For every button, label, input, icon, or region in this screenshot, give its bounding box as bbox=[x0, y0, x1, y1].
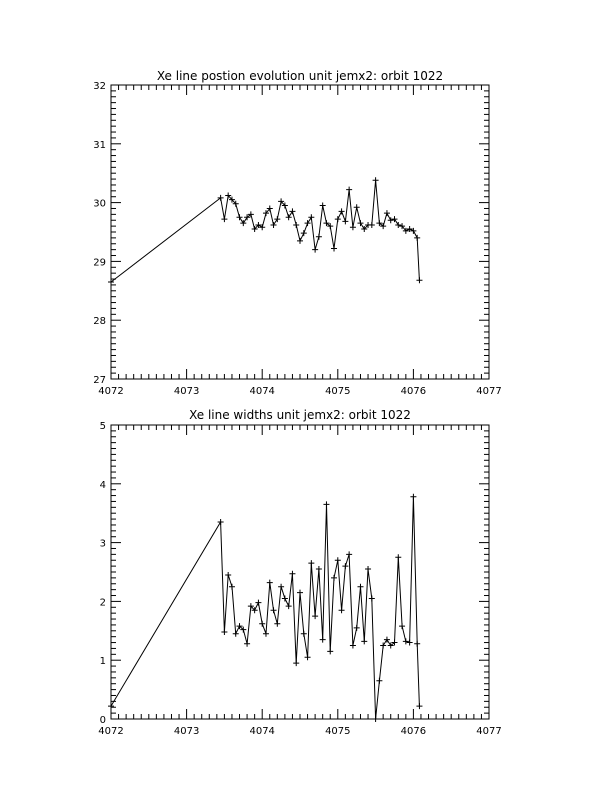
position-data-point bbox=[416, 277, 422, 283]
position-data-point bbox=[395, 222, 401, 228]
width-plot-title: Xe line widths unit jemx2: orbit 1022 bbox=[189, 408, 411, 422]
width-y-tick-label: 2 bbox=[99, 597, 106, 609]
position-data-point bbox=[274, 216, 280, 222]
width-plot-frame bbox=[111, 425, 489, 719]
width-y-tick-label: 3 bbox=[99, 538, 106, 550]
position-data-point bbox=[350, 224, 356, 230]
position-plot-panel bbox=[93, 69, 501, 397]
width-data-point bbox=[339, 607, 345, 613]
width-y-tick-label: 1 bbox=[99, 656, 106, 668]
width-data-point bbox=[274, 621, 280, 627]
position-data-point bbox=[293, 222, 299, 228]
position-x-tick-label: 4073 bbox=[173, 386, 200, 397]
position-plot-title: Xe line postion evolution unit jemx2: orbit 1022 bbox=[156, 69, 444, 83]
width-data-point bbox=[301, 631, 307, 637]
position-x-tick-label: 4077 bbox=[476, 386, 502, 397]
width-data-point bbox=[255, 600, 261, 606]
width-data-point bbox=[365, 566, 371, 572]
width-data-point bbox=[357, 584, 363, 590]
width-data-point bbox=[233, 631, 239, 637]
width-data-point bbox=[297, 590, 303, 596]
position-x-tick-label: 4076 bbox=[400, 386, 427, 397]
position-data-point bbox=[312, 247, 318, 253]
width-data-point bbox=[221, 629, 227, 635]
width-data-point bbox=[346, 551, 352, 557]
position-data-point bbox=[388, 217, 394, 223]
position-data-point bbox=[335, 216, 341, 222]
position-data-point bbox=[392, 216, 398, 222]
width-x-tick-label: 4075 bbox=[325, 726, 351, 737]
position-data-point bbox=[373, 177, 379, 183]
width-data-point bbox=[316, 566, 322, 572]
width-data-point bbox=[335, 557, 341, 563]
width-data-point bbox=[108, 703, 114, 709]
width-data-point bbox=[331, 575, 337, 581]
position-series-line bbox=[111, 180, 419, 282]
position-data-point bbox=[339, 208, 345, 214]
position-x-tick-label: 4074 bbox=[249, 386, 275, 397]
position-data-point bbox=[289, 208, 295, 214]
width-data-point bbox=[225, 572, 231, 578]
width-data-point bbox=[395, 554, 401, 560]
width-data-point bbox=[282, 595, 288, 601]
width-series-line bbox=[111, 497, 419, 719]
position-data-point bbox=[286, 214, 292, 220]
position-x-tick-label: 4072 bbox=[98, 386, 124, 397]
width-data-point bbox=[354, 625, 360, 631]
width-data-point bbox=[286, 603, 292, 609]
position-data-point bbox=[369, 222, 375, 228]
width-data-point bbox=[373, 716, 379, 722]
position-y-tick-label: 32 bbox=[93, 81, 106, 92]
width-data-point bbox=[361, 638, 367, 644]
width-data-point bbox=[384, 637, 390, 643]
width-data-point bbox=[342, 563, 348, 569]
width-data-point bbox=[289, 571, 295, 577]
position-y-tick-label: 30 bbox=[93, 198, 106, 210]
position-y-tick-label: 31 bbox=[93, 139, 106, 151]
width-x-tick-label: 4074 bbox=[249, 726, 275, 737]
width-data-point bbox=[218, 519, 224, 525]
width-data-point bbox=[244, 641, 250, 647]
width-data-point bbox=[293, 660, 299, 666]
position-data-point bbox=[354, 204, 360, 210]
width-data-point bbox=[312, 613, 318, 619]
width-data-point bbox=[416, 703, 422, 709]
width-x-tick-label: 4076 bbox=[400, 726, 427, 737]
position-y-tick-label: 27 bbox=[93, 375, 106, 386]
position-data-point bbox=[237, 214, 243, 220]
width-data-point bbox=[278, 584, 284, 590]
position-data-point bbox=[240, 220, 246, 226]
position-data-point bbox=[331, 245, 337, 251]
width-data-point bbox=[267, 580, 273, 586]
position-data-point bbox=[342, 218, 348, 224]
width-data-point bbox=[229, 584, 235, 590]
width-data-point bbox=[323, 501, 329, 507]
position-data-point bbox=[305, 220, 311, 226]
width-data-point bbox=[414, 641, 420, 647]
width-y-tick-label: 4 bbox=[99, 479, 106, 491]
width-y-tick-label: 5 bbox=[99, 421, 106, 432]
width-x-tick-label: 4077 bbox=[476, 726, 502, 737]
width-data-point bbox=[380, 643, 386, 649]
width-y-tick-label: 0 bbox=[99, 715, 106, 726]
width-x-tick-label: 4072 bbox=[98, 726, 124, 737]
width-data-point bbox=[369, 595, 375, 601]
width-data-point bbox=[403, 638, 409, 644]
width-data-point bbox=[320, 637, 326, 643]
width-data-point bbox=[410, 494, 416, 500]
position-data-point bbox=[221, 216, 227, 222]
position-data-point bbox=[308, 214, 314, 220]
position-data-point bbox=[316, 234, 322, 240]
width-data-point bbox=[327, 648, 333, 654]
position-data-point bbox=[357, 220, 363, 226]
width-data-point bbox=[305, 654, 311, 660]
position-data-point bbox=[297, 238, 303, 244]
width-data-point bbox=[350, 643, 356, 649]
width-data-point bbox=[259, 621, 265, 627]
position-data-point bbox=[301, 230, 307, 236]
width-data-point bbox=[376, 678, 382, 684]
width-plot-panel bbox=[98, 408, 501, 737]
position-plot-frame bbox=[111, 85, 489, 379]
position-data-point bbox=[384, 210, 390, 216]
width-data-point bbox=[271, 607, 277, 613]
position-data-point bbox=[320, 203, 326, 209]
width-data-point bbox=[308, 560, 314, 566]
position-data-point bbox=[346, 187, 352, 193]
position-data-point bbox=[414, 235, 420, 241]
width-data-point bbox=[407, 640, 413, 646]
width-x-tick-label: 4073 bbox=[173, 726, 200, 737]
position-y-tick-label: 29 bbox=[93, 257, 106, 269]
position-x-tick-label: 4075 bbox=[325, 386, 351, 397]
width-data-point bbox=[399, 623, 405, 629]
position-data-point bbox=[271, 222, 277, 228]
width-data-point bbox=[263, 631, 269, 637]
position-y-tick-label: 28 bbox=[93, 316, 106, 328]
